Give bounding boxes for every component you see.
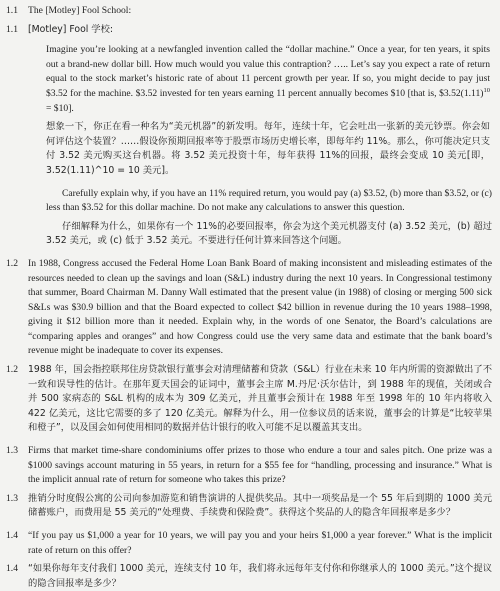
problem-text: In 1988, Congress accused the Federal Home Loan Bank Board of making inconsistent and misleading estimates of the resources needed to clean up the savings and loan (S&L) industry during the next 10 years. In Congressional testimony that summer, Board Chairman M. Danny Wall estimated that the present value (in 1988) of closing or merging 500 sick S&Ls was $30.9 billion and that the Board expected to collect $42 billion in revenue during the 10 years 1988–1998, giving it $12 billion more than it needed. Explain why, in the words of one Senator, the Board’s calculations are “comparing apples and oranges” and how Congress could use the very same data and estimate that the bank board’s revenue might be inadequate to cover its expenses. xyxy=(28,257,492,357)
problem-1-4-chinese xyxy=(6,562,492,591)
problem-number-zh: 1.2 xyxy=(6,364,18,376)
heading-title: The [Motley] Fool School: xyxy=(28,5,132,16)
quote-chinese: 想象一下，你正在看一种名为“美元机器”的新发明。每年，连续十年，它会吐出一张新的美元钞票。你会如何评估这个装置？……假设你预期回报率等于股票市场历史增长率，即每年约 11%。那么，你可能决定只支付 3.52 美元购买这台机器。将 3.52 美元投资十年，每年获得 11%的回报，最终会变成 10 美元[即，3.52(1.11)^10 = 10 美元]。 xyxy=(46,121,490,176)
problem-1-3-chinese xyxy=(6,492,492,521)
heading-number-zh: 1.1 xyxy=(6,23,18,35)
problem-1-2-english xyxy=(6,257,492,359)
quote-text: Imagine you’re looking at a newfangled invention called the “dollar machine.” Once a year, for ten years, it spits out a brand-new dollar bill. How much would you value this contraption? ….. Let’s say you expect a rate of return equal to the stock market’s historic rate of about 11 percent growth per year. If so, you might decide to pay just $3.52 for the machine. $3.52 invested for ten years earning 11 percent annually becomes $10 [that is, $3.52(1.11) xyxy=(46,44,490,99)
quote-text-end: = $10]. xyxy=(46,102,74,114)
problem-1-2-chinese xyxy=(6,363,492,436)
problem-text-zh: 1988 年，国会指控联邦住房贷款银行董事会对清理储蓄和贷款（S&L）行业在未来 10 年内所需的资源做出了不一致和误导性的估计。在那年夏天国会的证词中，董事会主席 M.丹尼·沃尔估计，到 1988 年的现值，关闭或合并 500 家病态的 S&L 机构的成本为 309 亿美元，并且董事会预计在 1988 年至 1998 年的 10 年内将收入 422 亿美元，这比它需要的多了 120 亿美元。解释为什么，用一位参议员的话来说，董事会的计算是“比较苹果和橙子”，以及国会如何使用相同的数据并估计银行的收入可能不足以覆盖其支出。 xyxy=(28,364,492,434)
problem-number: 1.3 xyxy=(6,445,18,457)
problem-1-3-english xyxy=(6,444,492,488)
problem-number-zh: 1.3 xyxy=(6,492,18,504)
section-heading-zh xyxy=(6,23,492,38)
task-chinese: 仔细解释为什么，如果你有一个 11%的必要回报率，你会为这个美元机器支付 (a) 3.52 美元，(b) 超过 3.52 美元，或 (c) 低于 3.52 美元。不要进行任何计算来回答这个问题。 xyxy=(46,220,492,247)
exponent: 10 xyxy=(483,86,490,94)
problem-text-zh: “如果你每年支付我们 1000 美元，连续支付 10 年，我们将永远每年支付你和你继承人的 1000 美元。”这个提议的隐含回报率是多少？ xyxy=(28,563,492,589)
heading-number: 1.1 xyxy=(6,5,18,16)
section-heading xyxy=(6,4,492,19)
problem-1-4-english xyxy=(6,529,492,558)
problem-number: 1.4 xyxy=(6,530,18,541)
task-english: Carefully explain why, if you have an 11% required return, you would pay (a) $3.52, (b) more than $3.52, or (c) less than $3.52 for this dollar machine. Do not make any calculations to answer this question. xyxy=(46,187,492,214)
problem-text: “If you pay us $1,000 a year for 10 years, we will pay you and your heirs $1,000 a year forever.” What is the implicit rate of return on this offer? xyxy=(28,530,492,556)
problem-number: 1.2 xyxy=(6,257,18,269)
heading-title-zh: [Motley] Fool 学校: xyxy=(28,23,114,35)
problem-number-zh: 1.4 xyxy=(6,563,18,575)
quote-english xyxy=(6,43,492,116)
problem-text-zh: 推销分时度假公寓的公司向参加游览和销售演讲的人提供奖品。其中一项奖品是一个 55 年后到期的 1000 美元储蓄账户，而费用是 55 美元的“处理费、手续费和保险费”。获得这个奖品的人的隐含年回报率是多少？ xyxy=(28,492,492,519)
problem-text: Firms that market time-share condominiums offer prizes to those who endure a tour and sales pitch. One prize was a $1000 savings account maturing in 55 years, in return for a $55 fee for “handling, processing and insurance.” What is the implicit annual rate of return for someone who takes this prize? xyxy=(28,445,492,486)
